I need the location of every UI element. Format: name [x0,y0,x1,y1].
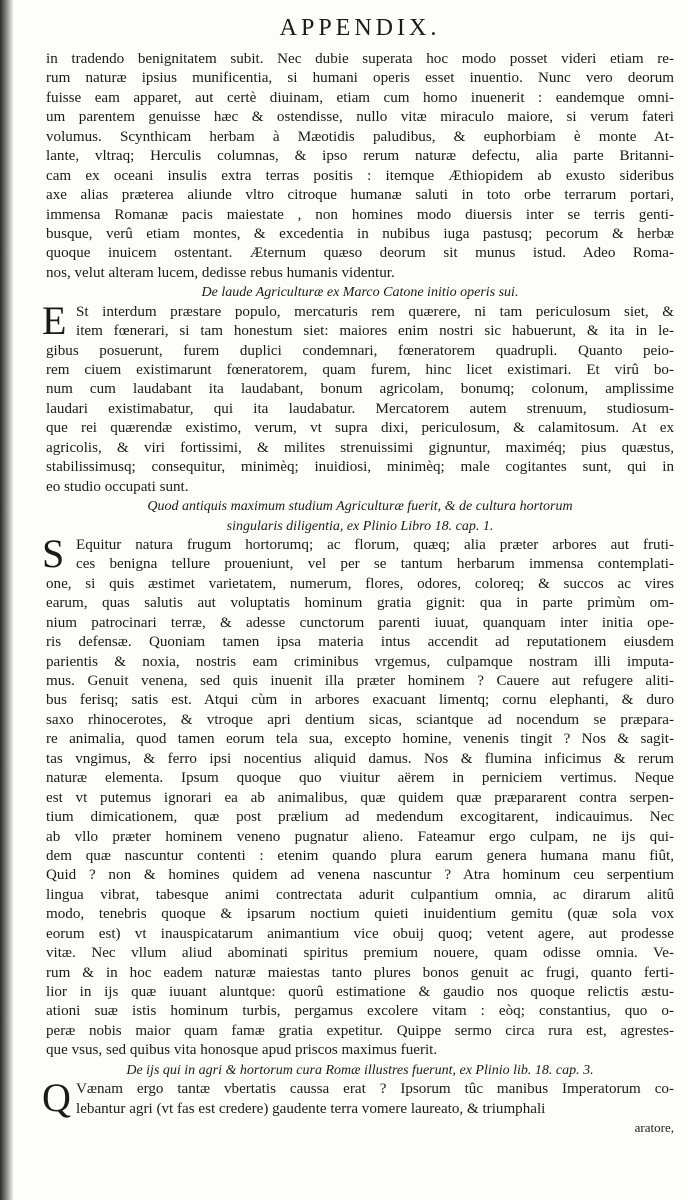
text-line: eorum est) vt inauspicatarum animantium vice obuij quoq; vetent agere, aut prodesse [46,925,674,942]
text-line: que rei quærendæ existimo, verum, vt supra dixi, periculosum, & calamitosum. At ex [46,420,674,437]
text-line: Vænam ergo tantæ vbertatis caussa erat ? Ipsorum tûc manibus Imperatorum co- [76,1081,674,1098]
binding-shadow [0,0,14,1200]
text-line: Equitur natura frugum hortorumq; ac florum, quæq; alia præter arbores aut fruti- [76,536,674,553]
text-line: fuisse eam apparet, aut certè diuinam, etiam cum homo inuenerit : eandemque omni- [46,89,674,106]
text-line: parientis & noxia, nostris eam criminibus vrgemus, culpamque nostram illi imputa- [46,653,674,670]
text-line: que vsus, sed quibus vita honosque apud priscos maximus fuerit. [46,1042,438,1059]
running-header: APPENDIX. [279,15,441,41]
text-line: ationi suæ istis hominum turbis, pergamus excolere vitam : eòq; constantius, quo o- [46,1003,674,1020]
text-line: rum & in hoc eadem naturæ maiestas tanto plures bonos genuit ac frugi, quanto ferti- [46,964,674,981]
text-line: rem ciuem existimarunt fœneratorem, quam furem, hinc licet existimari. Et virû bo- [46,362,674,378]
section-3-title-line-2: singularis diligentia, ex Plinio Libro 18. cap. 1. [226,518,494,534]
text-line: one, si quis æstimet varietatem, numerum, flores, odores, coloreq; & succos ac vires [46,575,674,592]
text-line: tium dimicationem, quæ post prælium ad medendum excogitarent, indicauimus. Nec [46,809,674,826]
section-4-title: De ijs qui in agri & hortorum cura Romæ illustres fuerunt, ex Plinio lib. 18. cap. 3. [126,1062,594,1078]
text-line: naturæ elementa. Ipsum quoque quo viuitur aërem in perniciem vertimus. Neque [46,770,674,787]
section-3-text [42,530,674,1061]
text-line: lebantur agri (vt fas est credere) gaudente terra vomere laureato, & triumphali [76,1100,546,1117]
text-line: cam ex oceani insulis extra terras positis : itemque Æthiopidem ab exusto sideribus [46,167,674,184]
text-line: tas vngimus, & ferro ipsi nocentius aliquid damus. Nos & flumina inficimus & rerum [46,750,674,767]
text-line: bus ferisq; satis est. Atqui cùm in arbores exacuant limentq; cornu elephanti, & duro [46,692,674,709]
text-line: Quid ? non & homines quidem ad venena nascuntur ? Atra hominum ceu serpentium [46,867,674,884]
text-line: modo, tenebris quoque & ipsarum noctium quieti inuidentium gemitu (quæ sola vox [46,906,674,923]
text-line: rum naturæ ipsius munificentia, si humani operis esset inuentio. Nunc vero deorum [46,70,674,87]
section-1-text [46,50,674,283]
section-2-text [42,297,674,497]
text-line: nos, velut alteram lucem, dedisse rebus humanis videntur. [46,264,395,281]
text-line: agricolis, & viri fortissimi, & milites strenuissimi gignuntur, maximéq; pius quæstus, [46,439,674,456]
text-line: num cum laudabant ita laudabant, bonum agricolam, bonumq; colonum, amplissime [46,381,674,398]
text-line: volumus. Scynthicam herbam à Mæotidis paludibus, & euphorbiam è monte At- [46,128,674,145]
section-3-dropcap: S [42,530,65,576]
text-line: re animalia, quod tamen eorum tela sua, excepto homine, venenis tingit ? Nos & sagit- [46,731,674,748]
text-line: vitæ. Nec vllum aliud abominati spiritus premium nouere, quam odisse omnia. Ve- [46,945,674,962]
text-line: gibus posuerunt, furem duplici condemnari, fœneratorem quadrupli. Quanto peio- [46,342,674,359]
text-line: immensa Romanæ pacis maiestate , non homines modo diuersis inter se terris genti- [46,206,674,223]
text-line: saxo rhinocerotes, & vtroque apri dentium sicas, sciantque ad nocendum se præpara- [46,711,674,728]
text-line: in tradendo benignitatem subit. Nec dubie superata hoc modo posset videri etiam re- [46,51,674,67]
text-line: est vt putemus ignorari ea ab animalibus, quæ quidem quæ præpararent contra serpen- [46,789,674,806]
text-line: nium patrocinari terræ, & adesse cunctorum parenti iuuat, quanquam inter initia ope- [46,614,674,631]
text-line: earum, quas salutis aut voluptatis hominum gratia gignit: qua in parte primùm om- [46,595,674,612]
catchword: aratore, [634,1120,674,1136]
text-line: dem quæ nascuntur contenti : etenim quando plura earum genera humana manu fiût, [46,847,674,864]
text-line: ris defensæ. Quoniam tamen ipsa materia intus accendit ad reputationem eiusdem [46,634,674,651]
section-2-dropcap: E [42,297,67,343]
text-line: stabilissimusq; consequitur, minimèq; inuidiosi, minimèq; male cogitantes sunt, qui in [46,459,674,476]
text-line: um parentem genuisse hæc & ostendisse, nullo vitæ miraculo maiore, si verum fateri [46,109,674,126]
text-line: axe alias præterea aliunde vltro citroque humanæ saluti in toto orbe terrarum portari, [46,187,674,204]
text-line: lingua vibrat, tabesque animi contrectata adurit culpantium omnia, ac dirarum alitû [46,886,674,903]
text-line: mus. Genuit venena, sed quis inuenit illa præter hominem ? Cauere aut refugere aliti- [46,673,674,689]
section-4-text [42,1075,674,1121]
text-line: item fœnerari, si tam honestum siet: maiores enim nostri sic habuerunt, & ita in le- [76,323,674,340]
text-line: laudari existimabatur, qui ita laudabatur. Mercatorem autem strenuum, studiosum- [46,400,674,417]
text-line: ces benigna tellure proueniunt, vel per se tantum herbarum immensa contemplati- [76,556,674,573]
text-line: ab vllo præter hominem veneno pugnatur alieno. Fateamur ergo culpam, ne ijs qui- [46,828,674,845]
text-line: busque, verû etiam montes, & excedentia in nubibus iuga pastusq; pecorum & herbæ [46,225,674,242]
section-4-dropcap: Q [42,1075,71,1121]
text-line: eo studio occupati sunt. [46,478,189,495]
text-line: quoque inuicem ostentant. Æternum quæso deorum sit munus istud. Adeo Roma- [46,245,674,262]
text-line: St interdum præstare populo, mercaturis rem quærere, ni tam periculosum siet, & [76,303,674,320]
section-2-title: De laude Agriculturæ ex Marco Catone initio operis sui. [201,285,519,301]
text-line: lior in ijs quæ iuuant aluntque: quorû estimatione & gaudio nos quoque relictis æstu- [46,984,674,1000]
text-line: peræ nobis maior quam famæ gratia expetitur. Quippe sermo circa rura est, agrestes- [46,1022,674,1039]
section-3-title-line-1: Quod antiquis maximum studium Agriculturæ fuerit, & de cultura hortorum [147,499,573,515]
text-line: lante, vltraq; Herculis columnas, & ipso rerum naturæ defectu, alia parte Britanni- [46,148,674,165]
